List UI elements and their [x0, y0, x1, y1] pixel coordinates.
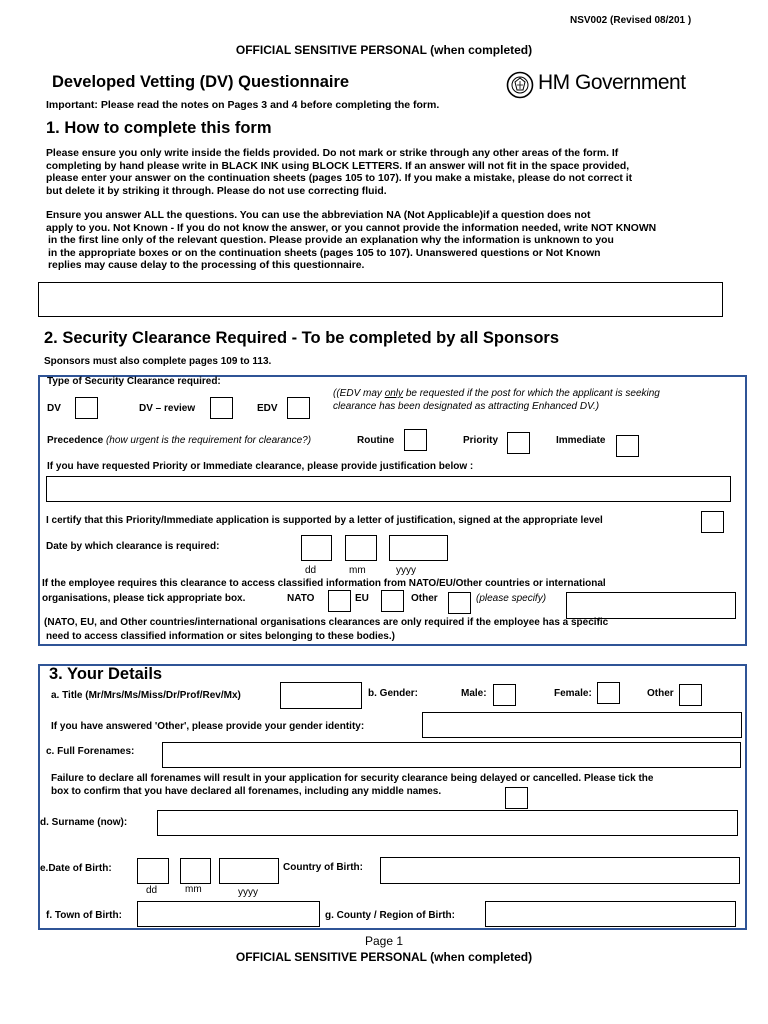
surname-label: d. Surname (now):	[40, 817, 128, 828]
nato-label: NATO	[287, 593, 315, 604]
forenames-warning-2: box to confirm that you have declared all forenames, including any middle names.	[51, 786, 442, 797]
page-title: Developed Vetting (DV) Questionnaire	[52, 73, 350, 91]
instructions-paragraph-1	[46, 148, 632, 198]
justification-label: If you have requested Priority or Immediate clearance, please provide justification below :	[47, 461, 474, 472]
forenames-label: c. Full Forenames:	[46, 746, 135, 757]
section-3-frame	[38, 664, 747, 930]
other-gender-checkbox[interactable]	[679, 684, 702, 706]
international-note: (NATO, EU, and Other countries/international organisations clearances are only required if the employee has a specific	[44, 617, 609, 628]
immediate-label: Immediate	[556, 435, 606, 446]
edv-note: ((EDV may only be requested if the post for which the applicant is seeking clearance has been designated as attracting Enhanced DV.)	[333, 388, 660, 412]
clearance-date-dd-caption: dd	[305, 565, 317, 576]
other-org-label: Other	[411, 593, 438, 604]
dv-label: DV	[47, 403, 61, 414]
gender-identity-label: If you have answered 'Other', please provide your gender identity:	[51, 721, 365, 732]
female-checkbox[interactable]	[597, 682, 620, 704]
clearance-date-label: Date by which clearance is required:	[46, 541, 220, 552]
immediate-checkbox[interactable]	[616, 435, 639, 457]
precedence-label: Precedence (how urgent is the requirement for clearance?)	[47, 435, 312, 446]
international-access-label: If the employee requires this clearance to access classified information from NATO/EU/Other countries or international	[42, 578, 606, 589]
page-number: Page 1	[364, 934, 404, 948]
classification-footer: OFFICIAL SENSITIVE PERSONAL (when completed)	[235, 950, 533, 964]
dob-dd-caption: dd	[146, 885, 158, 896]
instructions-line: apply to you. Not Known - If you do not know the answer, or you cannot provide the information needed, write NOT KNOWN	[46, 222, 657, 234]
instructions-paragraph-2	[46, 210, 656, 273]
certify-checkbox[interactable]	[701, 511, 724, 533]
gender-label: b. Gender:	[368, 688, 419, 699]
forenames-warning: Failure to declare all forenames will result in your application for security clearance being delayed or cancelled. Please tick the	[51, 773, 654, 784]
edv-label: EDV	[257, 403, 278, 414]
dob-mm-caption: mm	[185, 884, 202, 895]
county-of-birth-label: g. County / Region of Birth:	[325, 910, 455, 921]
male-checkbox[interactable]	[493, 684, 516, 706]
routine-checkbox[interactable]	[404, 429, 427, 451]
justification-input[interactable]	[46, 476, 731, 502]
dob-yyyy-input[interactable]	[219, 858, 279, 884]
routine-label: Routine	[357, 435, 395, 446]
country-of-birth-label: Country of Birth:	[283, 862, 363, 873]
title-input[interactable]	[280, 682, 362, 709]
instructions-line: completing by hand please write in BLACK INK using BLOCK LETTERS. If an answer will not fit in the space provided,	[46, 160, 630, 172]
royal-crest-icon	[506, 71, 534, 99]
section-2-heading: 2. Security Clearance Required - To be completed by all Sponsors	[44, 329, 560, 347]
instructions-line: in the first line only of the relevant question. Please provide an explanation why the information is unknown to you	[48, 235, 614, 247]
clearance-date-yyyy-input[interactable]	[389, 535, 448, 561]
instructions-line: in the appropriate boxes or on the continuation sheets (pages 105 to 107). Unanswered questions or Not Known	[48, 247, 601, 259]
sponsor-note: Sponsors must also complete pages 109 to 113.	[44, 356, 272, 367]
priority-label: Priority	[463, 435, 499, 446]
eu-checkbox[interactable]	[381, 590, 404, 612]
section-1-heading: 1. How to complete this form	[46, 119, 272, 137]
other-org-specify-input[interactable]	[566, 592, 736, 619]
county-of-birth-input[interactable]	[485, 901, 736, 927]
instructions-line: Ensure you answer ALL the questions. You can use the abbreviation NA (Not Applicable)if a question does not	[46, 210, 591, 221]
certify-label: I certify that this Priority/Immediate application is supported by a letter of justification, signed at the appropriate level	[46, 515, 603, 526]
nato-checkbox[interactable]	[328, 590, 351, 612]
town-of-birth-label: f. Town of Birth:	[46, 910, 122, 921]
form-reference: NSV002 (Revised 08/201 )	[570, 15, 692, 26]
female-label: Female:	[554, 688, 592, 699]
dob-mm-input[interactable]	[180, 858, 211, 884]
section-3-heading: 3. Your Details	[49, 665, 163, 683]
instructions-line: please enter your answer on the continuation sheets (pages 105 to 107). If you make a mistake, please do not correct it	[46, 173, 633, 185]
priority-checkbox[interactable]	[507, 432, 530, 454]
dv-review-label: DV – review	[139, 403, 196, 414]
international-note-2: need to access classified information or sites belonging to these bodies.)	[46, 631, 395, 642]
clearance-date-mm-caption: mm	[349, 565, 366, 576]
hm-government-logo: HM Government	[538, 71, 686, 94]
edv-checkbox[interactable]	[287, 397, 310, 419]
instructions-line: replies may cause delay to the processing of this questionnaire.	[48, 260, 365, 272]
surname-input[interactable]	[157, 810, 738, 836]
clearance-date-yyyy-caption: yyyy	[396, 565, 416, 576]
dob-yyyy-caption: yyyy	[238, 887, 258, 898]
international-access-label-2: organisations, please tick appropriate box.	[42, 593, 246, 604]
clearance-type-label: Type of Security Clearance required:	[47, 376, 221, 387]
instructions-line: but delete it by striking it through. Please do not use correcting fluid.	[46, 185, 387, 197]
please-specify-label: (please specify)	[476, 593, 547, 604]
town-of-birth-input[interactable]	[137, 901, 320, 927]
clearance-date-mm-input[interactable]	[345, 535, 377, 561]
male-label: Male:	[461, 688, 487, 699]
gender-identity-input[interactable]	[422, 712, 742, 738]
dob-dd-input[interactable]	[137, 858, 169, 884]
important-note: Important: Please read the notes on Pages 3 and 4 before completing the form.	[46, 99, 440, 111]
other-org-checkbox[interactable]	[448, 592, 471, 614]
country-of-birth-input[interactable]	[380, 857, 740, 884]
eu-label: EU	[355, 593, 369, 604]
dv-review-checkbox[interactable]	[210, 397, 233, 419]
title-label: a. Title (Mr/Mrs/Ms/Miss/Dr/Prof/Rev/Mx)	[51, 690, 241, 701]
instructions-line: Please ensure you only write inside the fields provided. Do not mark or strike through any other areas of the form. If	[46, 148, 619, 159]
dv-checkbox[interactable]	[75, 397, 98, 419]
forenames-input[interactable]	[162, 742, 741, 768]
other-gender-option-label: Other	[647, 688, 674, 699]
clearance-date-dd-input[interactable]	[301, 535, 332, 561]
section-1-input-box[interactable]	[38, 282, 723, 317]
classification-header: OFFICIAL SENSITIVE PERSONAL (when completed)	[235, 43, 533, 57]
dob-label: e.Date of Birth:	[40, 863, 112, 874]
forenames-confirm-checkbox[interactable]	[505, 787, 528, 809]
